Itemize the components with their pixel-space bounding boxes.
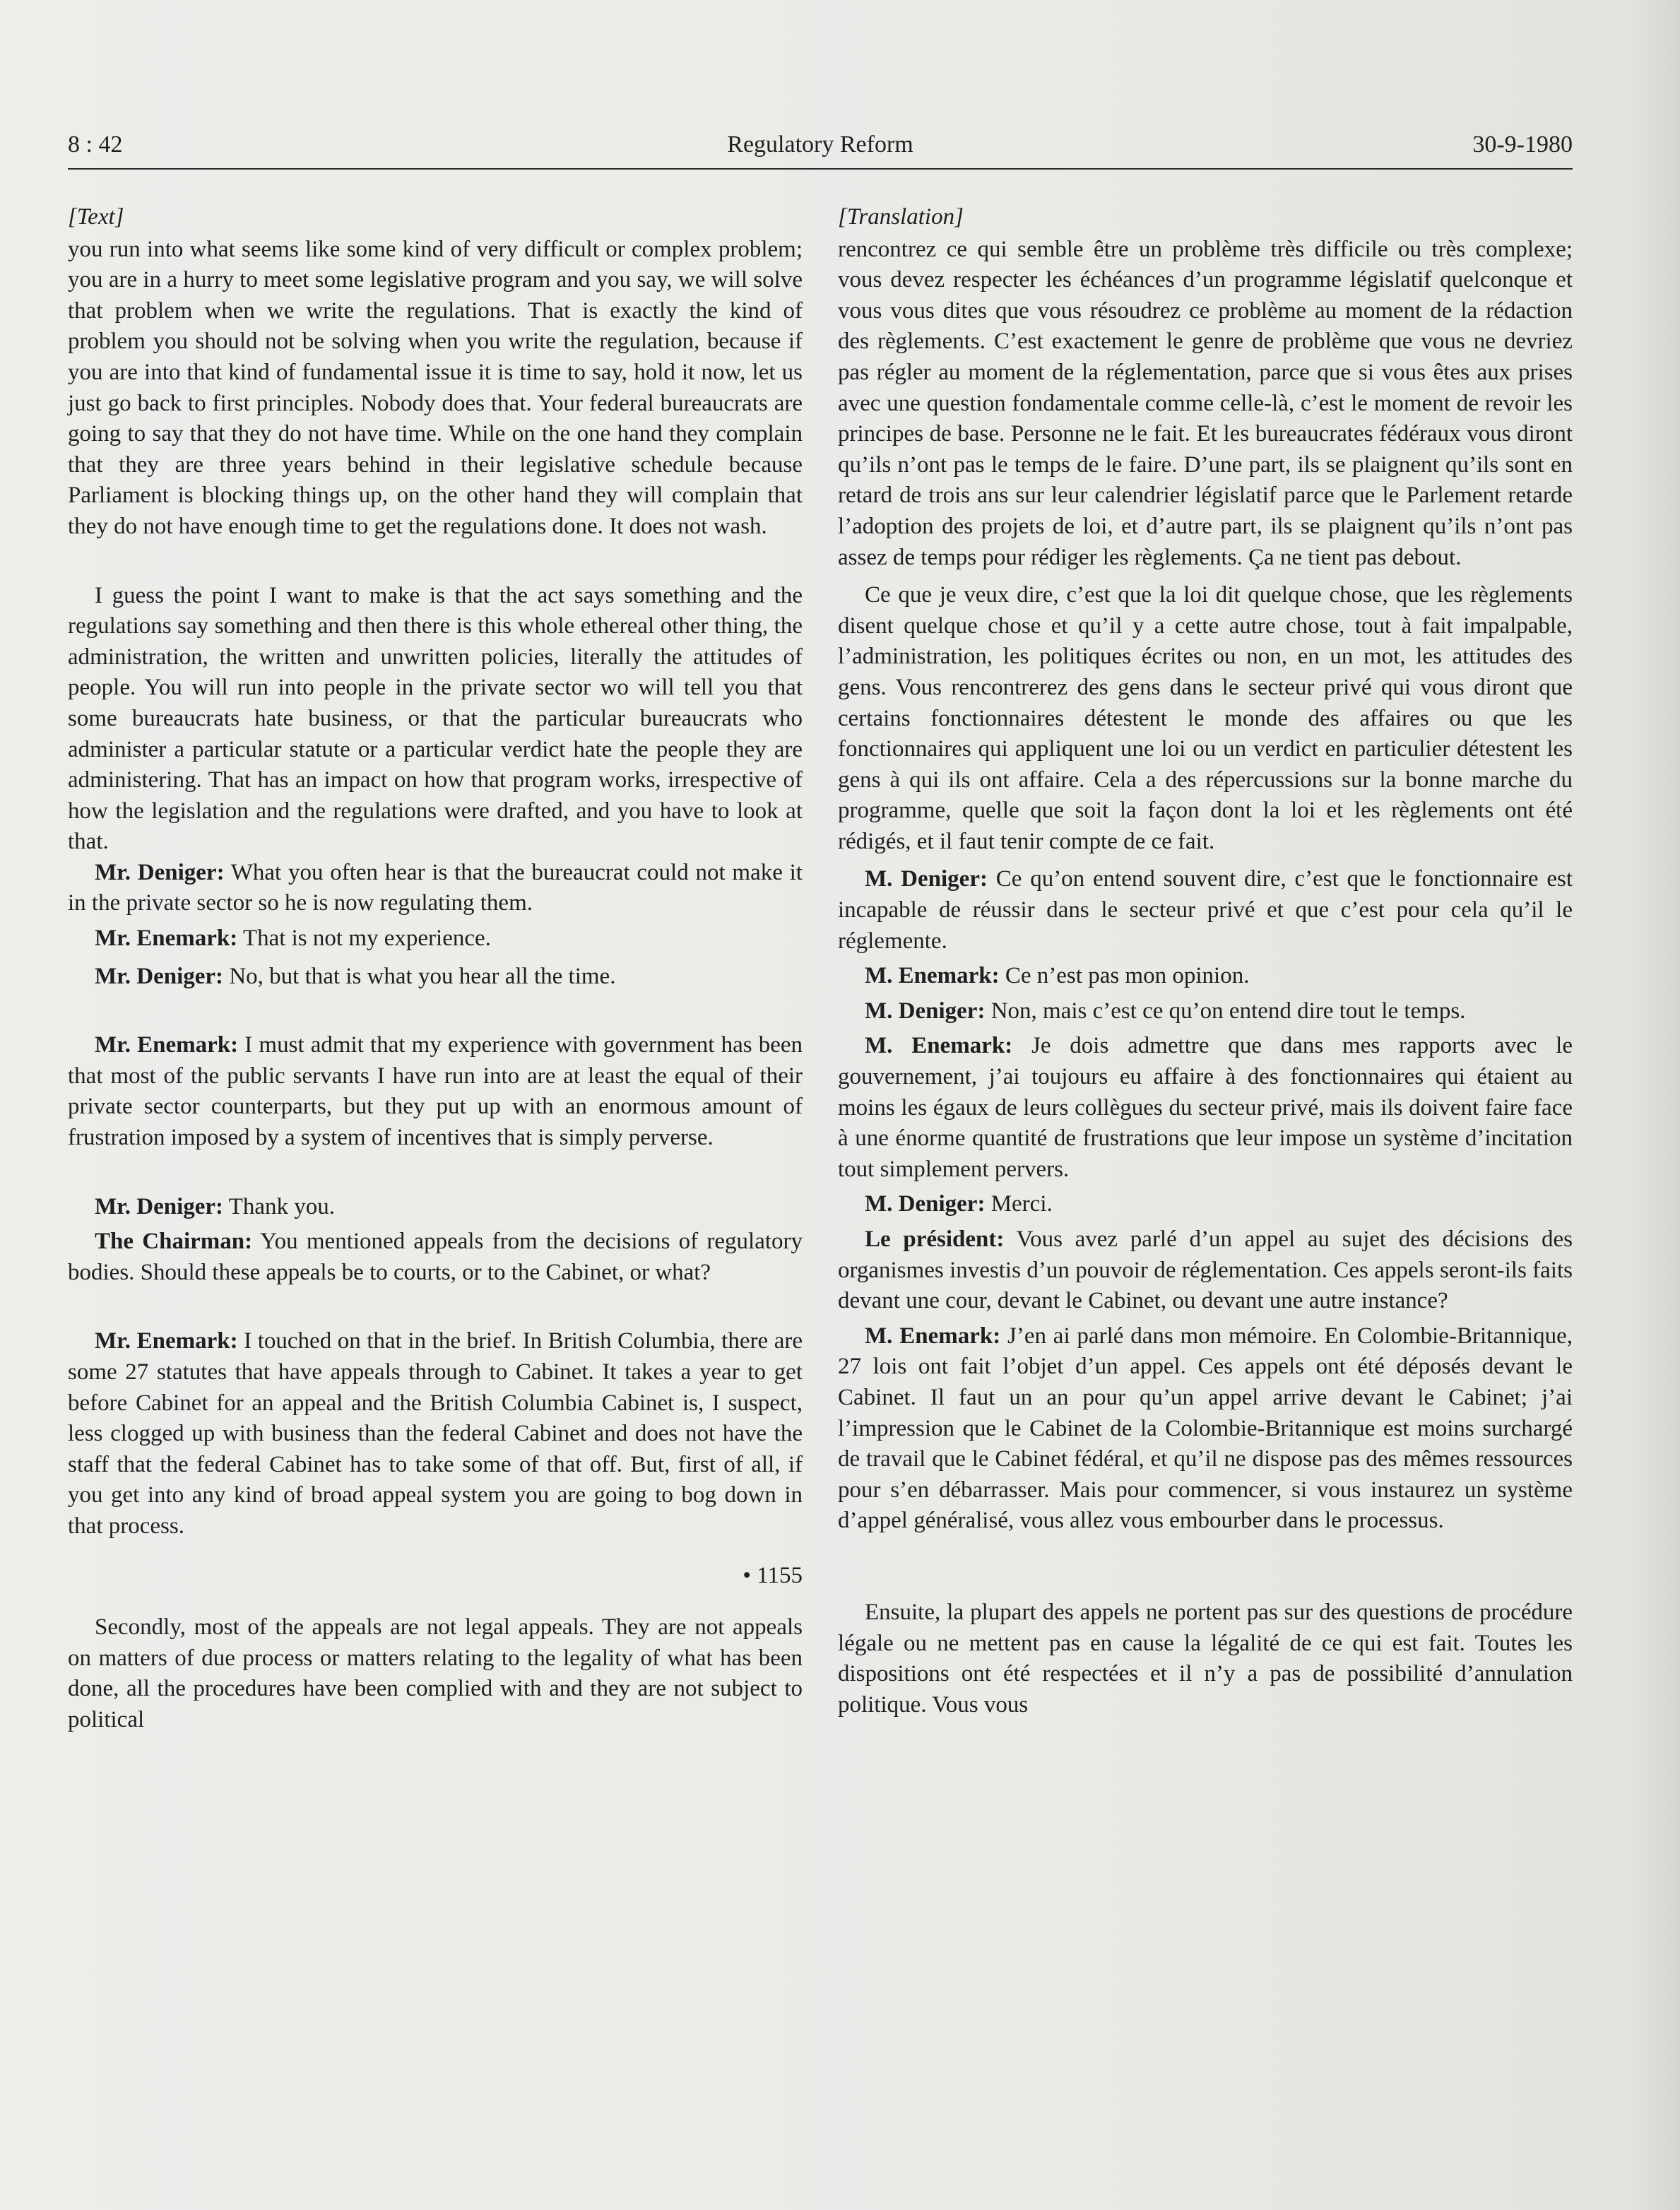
paragraph: Secondly, most of the appeals are not legal appeals. They are not appeals on matters of due process or matters relating to the legality of what has been done, all the procedures have been complied with and they are not subject to political xyxy=(68,1614,803,1732)
speech-text: Vous avez parlé d’un appel au sujet des décisions des organismes investis d’un pouvoir de réglementation. Ces appels seront-ils faits devant une cour, devant le Cabinet, ou devant une autre instance? xyxy=(838,1227,1573,1314)
spacer xyxy=(68,1154,803,1192)
speech-text: Thank you. xyxy=(223,1193,336,1219)
speaker-name: Le président: xyxy=(865,1227,1005,1252)
speaker-name: M. Deniger: xyxy=(865,866,988,892)
speech xyxy=(68,923,803,955)
speech xyxy=(838,1189,1573,1220)
speech-text: What you often hear is that the bureaucrat could not make it in the private sector so he is now regulating them. xyxy=(68,859,803,916)
speech-text: Ce qu’on entend souvent dire, c’est que le fonctionnaire est incapable de réussir dans le secteur privé et que c’est pour cela qu’il le réglemente. xyxy=(838,866,1573,954)
speech-text: Merci. xyxy=(985,1191,1053,1217)
paragraph: Ensuite, la plupart des appels ne portent pas sur des questions de procédure légale ou ne mettent pas en cause la légalité de ce qui est fait. Toutes les dispositions ont été respectées et il n’y a pas de possibilité d’annulation politique. Vous vous xyxy=(838,1599,1573,1718)
spacer xyxy=(68,1288,803,1326)
speech xyxy=(68,1192,803,1223)
speaker-name: The Chairman: xyxy=(95,1229,253,1255)
speaker-name: Mr. Deniger: xyxy=(95,963,224,989)
page-number: 8 : 42 xyxy=(68,131,123,158)
speech xyxy=(838,864,1573,957)
speech-text: That is not my experience. xyxy=(237,926,491,952)
spacer xyxy=(68,992,803,1030)
speech-text: J’en ai parlé dans mon mémoire. En Colombie-Britannique, 27 lois ont fait l’objet d’un appel. Ces appels ont été déposés devant le Cabinet. Il faut un an pour qu’un appel arrive devant le Cabinet; j’ai l’impression que le Cabinet de la Colombie-Britannique est moins surchargé de travail que le Cabinet fédéral, et qu’il ne dispose pas des mêmes ressources pour s’en débarrasser. Mais pour commencer, si vous instaurez un système d’appel généralisé, vous allez vous embourber dans le processus. xyxy=(838,1323,1573,1534)
speech-text: I must admit that my experience with government has been that most of the public servants I have run into are at least the equal of their private sector counterparts, but they put up with an enormous amount of frustration imposed by a system of incentives that is simply perverse. xyxy=(68,1032,803,1151)
speech xyxy=(68,1030,803,1153)
speech xyxy=(68,1227,803,1288)
english-column xyxy=(68,202,803,1736)
speech-text: Non, mais c’est ce qu’on entend dire tout le temps. xyxy=(985,998,1466,1024)
speaker-name: Mr. Enemark: xyxy=(95,1032,239,1058)
column-label-text: Translation xyxy=(846,204,955,230)
paragraph: you run into what seems like some kind of very difficult or complex problem; you are in a hurry to meet some legislative program and you say, we will solve that problem when we write the regulations. That is exactly the kind of problem you should not be solving when you write the regulation, because if you are into that kind of fundamental issue it is time to say, hold it now, let us just go back to first principles. Nobody does that. Your federal bureaucrats are going to say that they do not have time. While on the one hand they complain that they are three years behind in their legislative schedule because Parliament is blocking things up, on the other hand they will complain that they do not have enough time to get the regulations done. It does not wash. xyxy=(68,236,803,539)
spacer xyxy=(838,1537,1573,1597)
column-label: [Translation] xyxy=(838,204,964,230)
time-marker: • 1155 xyxy=(743,1562,803,1588)
speech-text: Ce n’est pas mon opinion. xyxy=(999,963,1250,989)
page-date: 30-9-1980 xyxy=(1472,131,1573,158)
speaker-name: M. Deniger: xyxy=(865,1191,986,1217)
spacer xyxy=(68,543,803,581)
speaker-name: M. Enemark: xyxy=(865,1323,1001,1349)
speech-text: You mentioned appeals from the decisions of regulatory bodies. Should these appeals be to courts, or to the Cabinet, or what? xyxy=(68,1229,803,1285)
column-label-text: Text xyxy=(76,204,115,230)
speech xyxy=(68,962,803,993)
speech-text: Je dois admettre que dans mes rapports avec le gouvernement, j’ai toujours eu affaire à des fonctionnaires qui étaient au moins les égaux de leurs collègues du secteur privé, mais ils doivent faire face à une énorme quantité de frustrations que leur impose un système d’incitation tout simplement pervers. xyxy=(838,1033,1573,1182)
speech-text: I touched on that in the brief. In British Columbia, there are some 27 statutes that have appeals through to Cabinet. It takes a year to get before Cabinet for an appeal and the British Columbia Cabinet is, I suspect, less clogged up with business than the federal Cabinet and does not have the staff that the federal Cabinet has to take some of that off. But, first of all, if you get into any kind of broad appeal system you are going to bog down in that process. xyxy=(68,1328,803,1539)
page-header xyxy=(68,127,1573,170)
speech xyxy=(68,1326,803,1542)
paragraph: rencontrez ce qui semble être un problème très difficile ou très complexe; vous devez respecter les échéances d’un programme législatif quelconque et vous vous dites que vous résoudrez ce problème au moment de la rédaction des règlements. C’est exactement le genre de problème que vous ne devriez pas régler au moment de la réglementation, parce que si vous êtes aux prises avec une question fondamentale comme celle-là, c’est le moment de revoir les principes de base. Personne ne le fait. Et les bureaucrates fédéraux vous diront qu’ils n’ont pas le temps de le faire. D’une part, ils se plaignent qu’ils sont en retard de trois ans sur leur calendrier législatif parce que le Parlement retarde l’adoption des projets de loi, et d’autre part, ils se plaignent qu’ils n’ont pas assez de temps pour rédiger les règlements. Ça ne tient pas debout. xyxy=(838,236,1573,570)
speech xyxy=(838,1224,1573,1317)
speaker-name: M. Enemark: xyxy=(865,1033,1013,1059)
paragraph: I guess the point I want to make is that the act says something and the regulations say something and then there is this whole ethereal other thing, the administration, the written and unwritten policies, literally the attitudes of people. You will run into people in the private sector wo will tell you that some bureaucrats hate business, or that the particular bureaucrats who administer a particular statute or a particular verdict hate the people they are administering. That has an impact on how that program works, irrespective of how the legislation and the regulations were drafted, and you have to look at that. xyxy=(68,582,803,855)
speech xyxy=(838,961,1573,992)
speaker-name: Mr. Enemark: xyxy=(95,926,238,952)
column-label: [Text] xyxy=(68,204,124,230)
speech xyxy=(838,1321,1573,1537)
speech xyxy=(838,1031,1573,1185)
speech xyxy=(68,858,803,919)
speaker-name: M. Enemark: xyxy=(865,963,1000,989)
speaker-name: M. Deniger: xyxy=(865,998,986,1024)
paragraph: Ce que je veux dire, c’est que la loi dit quelque chose, que les règlements disent quelque chose et qu’il y a cette autre chose, tout à fait impalpable, l’administration, les politiques écrites ou non, en un mot, les attitudes des gens. Vous rencontrerez des gens dans le secteur privé qui vous diront que certains fonctionnaires détestent le monde des affaires ou que les fonctionnaires qui appliquent une loi ou un verdict en particulier détestent les gens à qui ils ont affaire. Cela a des répercussions sur la bonne marche du programme, quelle que soit la façon dont la loi et les règlements ont été rédigés, et il faut tenir compte de ce fait. xyxy=(838,582,1573,854)
speech xyxy=(838,996,1573,1027)
speaker-name: Mr. Enemark: xyxy=(95,1328,238,1354)
french-column xyxy=(838,202,1573,1720)
speaker-name: Mr. Deniger: xyxy=(95,1193,224,1219)
speech-text: No, but that is what you hear all the time. xyxy=(223,963,616,989)
page-title: Regulatory Reform xyxy=(727,131,913,158)
speaker-name: Mr. Deniger: xyxy=(95,859,225,885)
